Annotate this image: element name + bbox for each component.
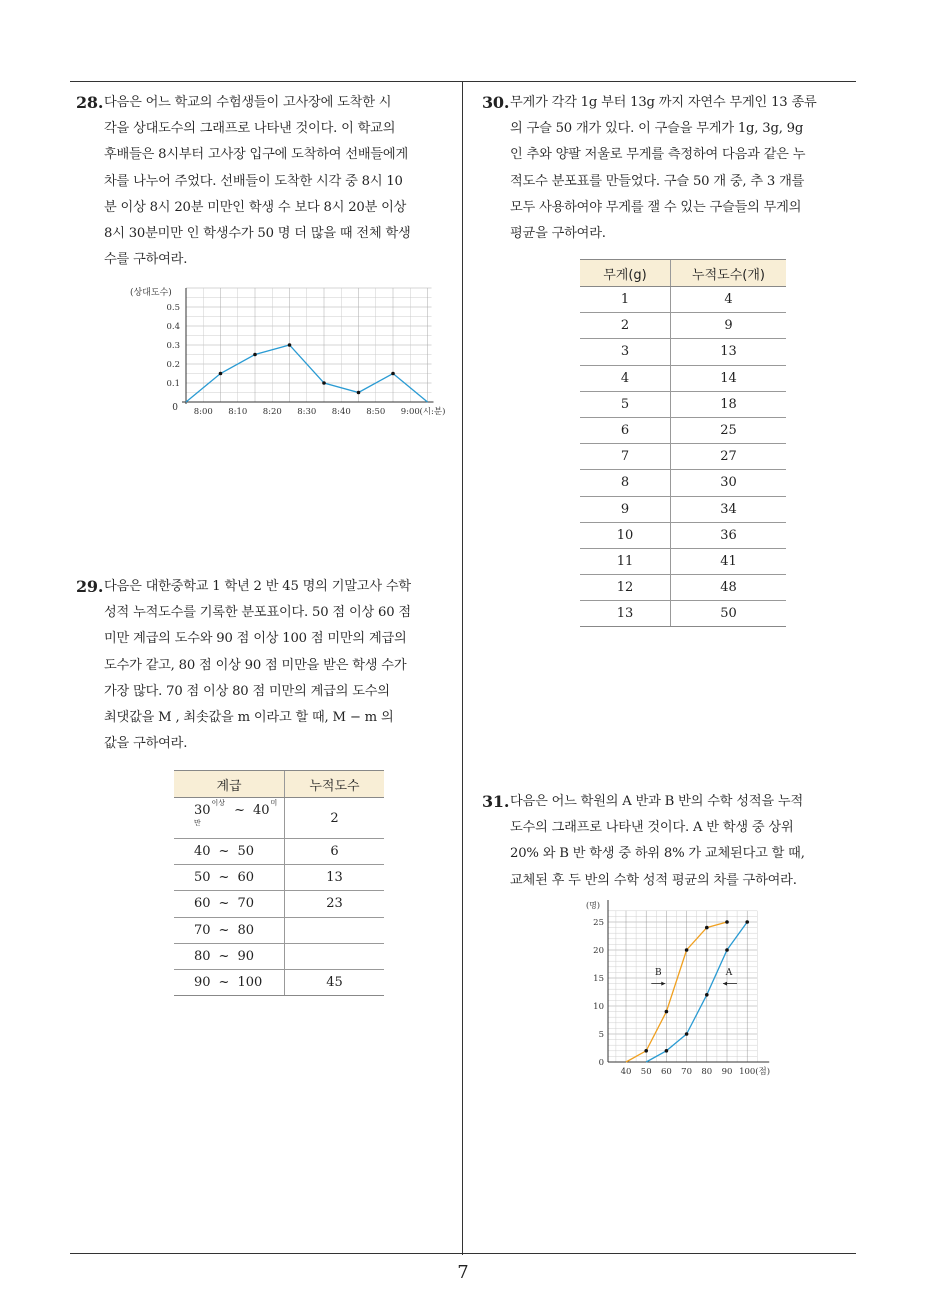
problem-number: 30. — [482, 93, 510, 112]
problem-number: 31. — [482, 792, 510, 811]
x-tick-label: 40 — [620, 1067, 632, 1077]
class-upper: 80 — [237, 922, 254, 938]
y-tick-label: 0.3 — [166, 341, 180, 351]
table-row — [174, 969, 384, 995]
problem-29 — [76, 574, 456, 757]
sup-left: 이상 — [211, 799, 226, 807]
cumulative-value: 4 — [671, 287, 787, 313]
y-tick-label: 0.5 — [166, 303, 180, 313]
problem-31 — [482, 789, 860, 894]
table-row — [580, 601, 786, 627]
class-interval: 80 ~ 90 — [174, 943, 285, 969]
cumulative-value: 30 — [671, 470, 787, 496]
problem-text: 다음은 대한중학교 1 학년 2 반 45 명의 기말고사 수학 성적 누적도수를 기록한 분포표이다. 50 점 이상 60 점 미만 계급의 도수와 90 점 이상 100 점 미만의 계급의 도수가 같고, 80 점 이상 90 점 미만을 받은 학생 수가 가장 많다. 70 점 이상 80 점 미만의 계급의 도수의 최댓값을 M , 최솟값을 m 이라고 할 때, M − m 의 값을 구하여라. — [104, 579, 411, 752]
table-row — [580, 313, 786, 339]
class-upper: 90 — [237, 948, 254, 964]
y-tick-label: 15 — [593, 974, 604, 984]
sup-right: 미만 — [194, 799, 278, 827]
cumulative-value: 27 — [671, 444, 787, 470]
data-point — [288, 343, 292, 347]
header-cumulative: 누적도수(개) — [671, 260, 787, 287]
weight-value: 3 — [580, 339, 671, 365]
class-lower: 80 — [194, 948, 211, 964]
cumulative-value: 45 — [285, 969, 385, 995]
table-row — [174, 798, 384, 839]
y-tick-label: 0.4 — [166, 322, 180, 332]
cumulative-value: 13 — [671, 339, 787, 365]
x-tick-label: 8:10 — [228, 407, 248, 417]
class-interval: 60 ~ 70 — [174, 891, 285, 917]
x-axis-label: (점) — [755, 1067, 771, 1077]
class-lower: 60 — [194, 896, 211, 912]
cumulative-value: 41 — [671, 548, 787, 574]
weight-value: 12 — [580, 575, 671, 601]
header-weight: 무게(g) — [580, 260, 671, 287]
cumulative-value: 36 — [671, 522, 787, 548]
y-tick-label: 0.2 — [166, 360, 180, 370]
class-interval: $30^{이상}$ ~ $40^{미만}$ — [174, 798, 285, 839]
weight-value: 10 — [580, 522, 671, 548]
x-tick-label: 8:20 — [262, 407, 282, 417]
data-point — [705, 926, 709, 930]
cumulative-frequency-table-30 — [580, 259, 786, 627]
weight-value: 9 — [580, 496, 671, 522]
cumulative-value: 6 — [285, 839, 385, 865]
x-tick-label: 8:40 — [331, 407, 351, 417]
problem-number: 28. — [76, 93, 104, 112]
table-row — [580, 470, 786, 496]
cumulative-value: 9 — [671, 313, 787, 339]
table-row — [580, 444, 786, 470]
class-upper: 70 — [237, 896, 254, 912]
top-rule — [70, 81, 856, 82]
origin-label: 0 — [172, 403, 178, 413]
relative-frequency-chart — [120, 282, 446, 422]
data-point — [665, 1049, 669, 1053]
data-point — [253, 353, 257, 357]
cumulative-value: 48 — [671, 575, 787, 601]
series-label-A: A — [725, 968, 733, 979]
table-row — [174, 891, 384, 917]
x-tick-label: 80 — [701, 1067, 713, 1077]
problem-30 — [482, 90, 860, 247]
cumulative-value: 18 — [671, 391, 787, 417]
table-row — [580, 287, 786, 313]
bottom-rule — [70, 1253, 856, 1254]
weight-value: 2 — [580, 313, 671, 339]
page-number: 7 — [457, 1262, 469, 1283]
y-tick-label: 10 — [593, 1002, 604, 1012]
table-row — [580, 365, 786, 391]
class-lower: 30 — [194, 803, 211, 818]
cumulative-value: 50 — [671, 601, 787, 627]
weight-value: 7 — [580, 444, 671, 470]
problem-text: 다음은 어느 학교의 수험생들이 고사장에 도착한 시 각을 상대도수의 그래프로 나타낸 것이다. 이 학교의 후배들은 8시부터 고사장 입구에 도착하여 선배들에게 차를 나누어 주었다. 선배들이 도착한 시각 중 8시 10 분 이상 8시 20분 미만인 학생 수 보다 8시 20분 이상 8시 30분미만 인 학생수가 50 명 더 많을 때 전체 학생 수를 구하여라. — [104, 95, 411, 268]
header-class: 계급 — [174, 771, 285, 798]
table-row — [174, 865, 384, 891]
cumulative-value: 2 — [285, 798, 385, 839]
x-tick-label: 8:50 — [366, 407, 386, 417]
class-interval: 90 ~ 100 — [174, 969, 285, 995]
data-point — [219, 372, 223, 376]
problem-text: 무게가 각각 1g 부터 13g 까지 자연수 무게인 13 종류 의 구슬 50 개가 있다. 이 구슬을 무게가 1g, 3g, 9g 인 추와 양팔 저울로 무게를 측정하여 다음과 같은 누 적도수 분포표를 만들었다. 구슬 50 개 중, 추 3 개를 모두 사용하여야 무게를 잴 수 있는 구슬들의 무게의 평균을 구하여라. — [510, 95, 817, 242]
y-tick-label: 0 — [598, 1058, 604, 1068]
table-row — [580, 522, 786, 548]
arrow-head-B — [661, 982, 665, 986]
y-tick-label: 0.1 — [166, 379, 180, 389]
data-point — [705, 993, 709, 997]
y-axis-label: (상대도수) — [130, 288, 172, 298]
class-lower: 40 — [194, 844, 211, 860]
x-tick-label: 50 — [640, 1067, 652, 1077]
table-row — [174, 917, 384, 943]
class-interval: 70 ~ 80 — [174, 917, 285, 943]
data-point — [665, 1010, 669, 1014]
cumulative-value — [285, 943, 385, 969]
x-tick-label: 100 — [739, 1067, 756, 1077]
table-row — [174, 839, 384, 865]
data-point — [725, 948, 729, 952]
class-interval: 40 ~ 50 — [174, 839, 285, 865]
weight-value: 8 — [580, 470, 671, 496]
weight-value: 6 — [580, 417, 671, 443]
class-upper: 60 — [237, 870, 254, 886]
y-tick-label: 20 — [593, 946, 604, 956]
y-axis-label: (명) — [586, 901, 600, 910]
data-point — [644, 1049, 648, 1053]
cumulative-frequency-table-29 — [174, 770, 384, 996]
cumulative-value — [285, 917, 385, 943]
y-tick-label: 25 — [593, 918, 604, 928]
table-row — [580, 548, 786, 574]
cumulative-value: 14 — [671, 365, 787, 391]
cumulative-frequency-chart — [580, 896, 790, 1080]
class-upper: 100 — [237, 975, 263, 991]
data-point — [685, 1032, 689, 1036]
problem-28 — [76, 90, 454, 273]
table-row — [580, 575, 786, 601]
problem-number: 29. — [76, 577, 104, 596]
table-row — [580, 496, 786, 522]
x-tick-label: 8:30 — [297, 407, 317, 417]
data-point — [357, 391, 361, 395]
cumulative-value: 13 — [285, 865, 385, 891]
x-tick-label: 9:00 — [400, 407, 420, 417]
data-point — [685, 948, 689, 952]
weight-value: 11 — [580, 548, 671, 574]
y-tick-label: 5 — [598, 1030, 604, 1040]
class-upper: 50 — [237, 844, 254, 860]
table-row — [174, 943, 384, 969]
header-cumulative: 누적도수 — [285, 771, 385, 798]
cumulative-value: 23 — [285, 891, 385, 917]
cumulative-value: 25 — [671, 417, 787, 443]
data-point — [725, 920, 729, 924]
series-label-B: B — [654, 968, 662, 979]
column-divider — [462, 81, 463, 1255]
weight-value: 13 — [580, 601, 671, 627]
class-upper: 40 — [252, 803, 270, 818]
weight-value: 4 — [580, 365, 671, 391]
x-tick-label: 70 — [681, 1067, 693, 1077]
x-axis-label: (시:분) — [419, 407, 446, 417]
class-interval: 50 ~ 60 — [174, 865, 285, 891]
x-tick-label: 8:00 — [193, 407, 213, 417]
data-point — [745, 920, 749, 924]
arrow-head-A — [723, 982, 727, 986]
class-lower: 70 — [194, 922, 211, 938]
table-row — [580, 417, 786, 443]
problem-text: 다음은 어느 학원의 A 반과 B 반의 수학 성적을 누적 도수의 그래프로 나타낸 것이다. A 반 학생 중 상위 20% 와 B 반 학생 중 하위 8% 가 교체된다고 할 때, 교체된 후 두 반의 수학 성적 평균의 차를 구하여라. — [510, 794, 805, 888]
data-point — [391, 372, 395, 376]
weight-value: 1 — [580, 287, 671, 313]
class-lower: 90 — [194, 975, 211, 991]
data-point — [322, 381, 326, 385]
table-row — [580, 391, 786, 417]
cumulative-value: 34 — [671, 496, 787, 522]
x-tick-label: 90 — [721, 1067, 733, 1077]
table-row — [580, 339, 786, 365]
class-lower: 50 — [194, 870, 211, 886]
x-tick-label: 60 — [660, 1067, 672, 1077]
weight-value: 5 — [580, 391, 671, 417]
